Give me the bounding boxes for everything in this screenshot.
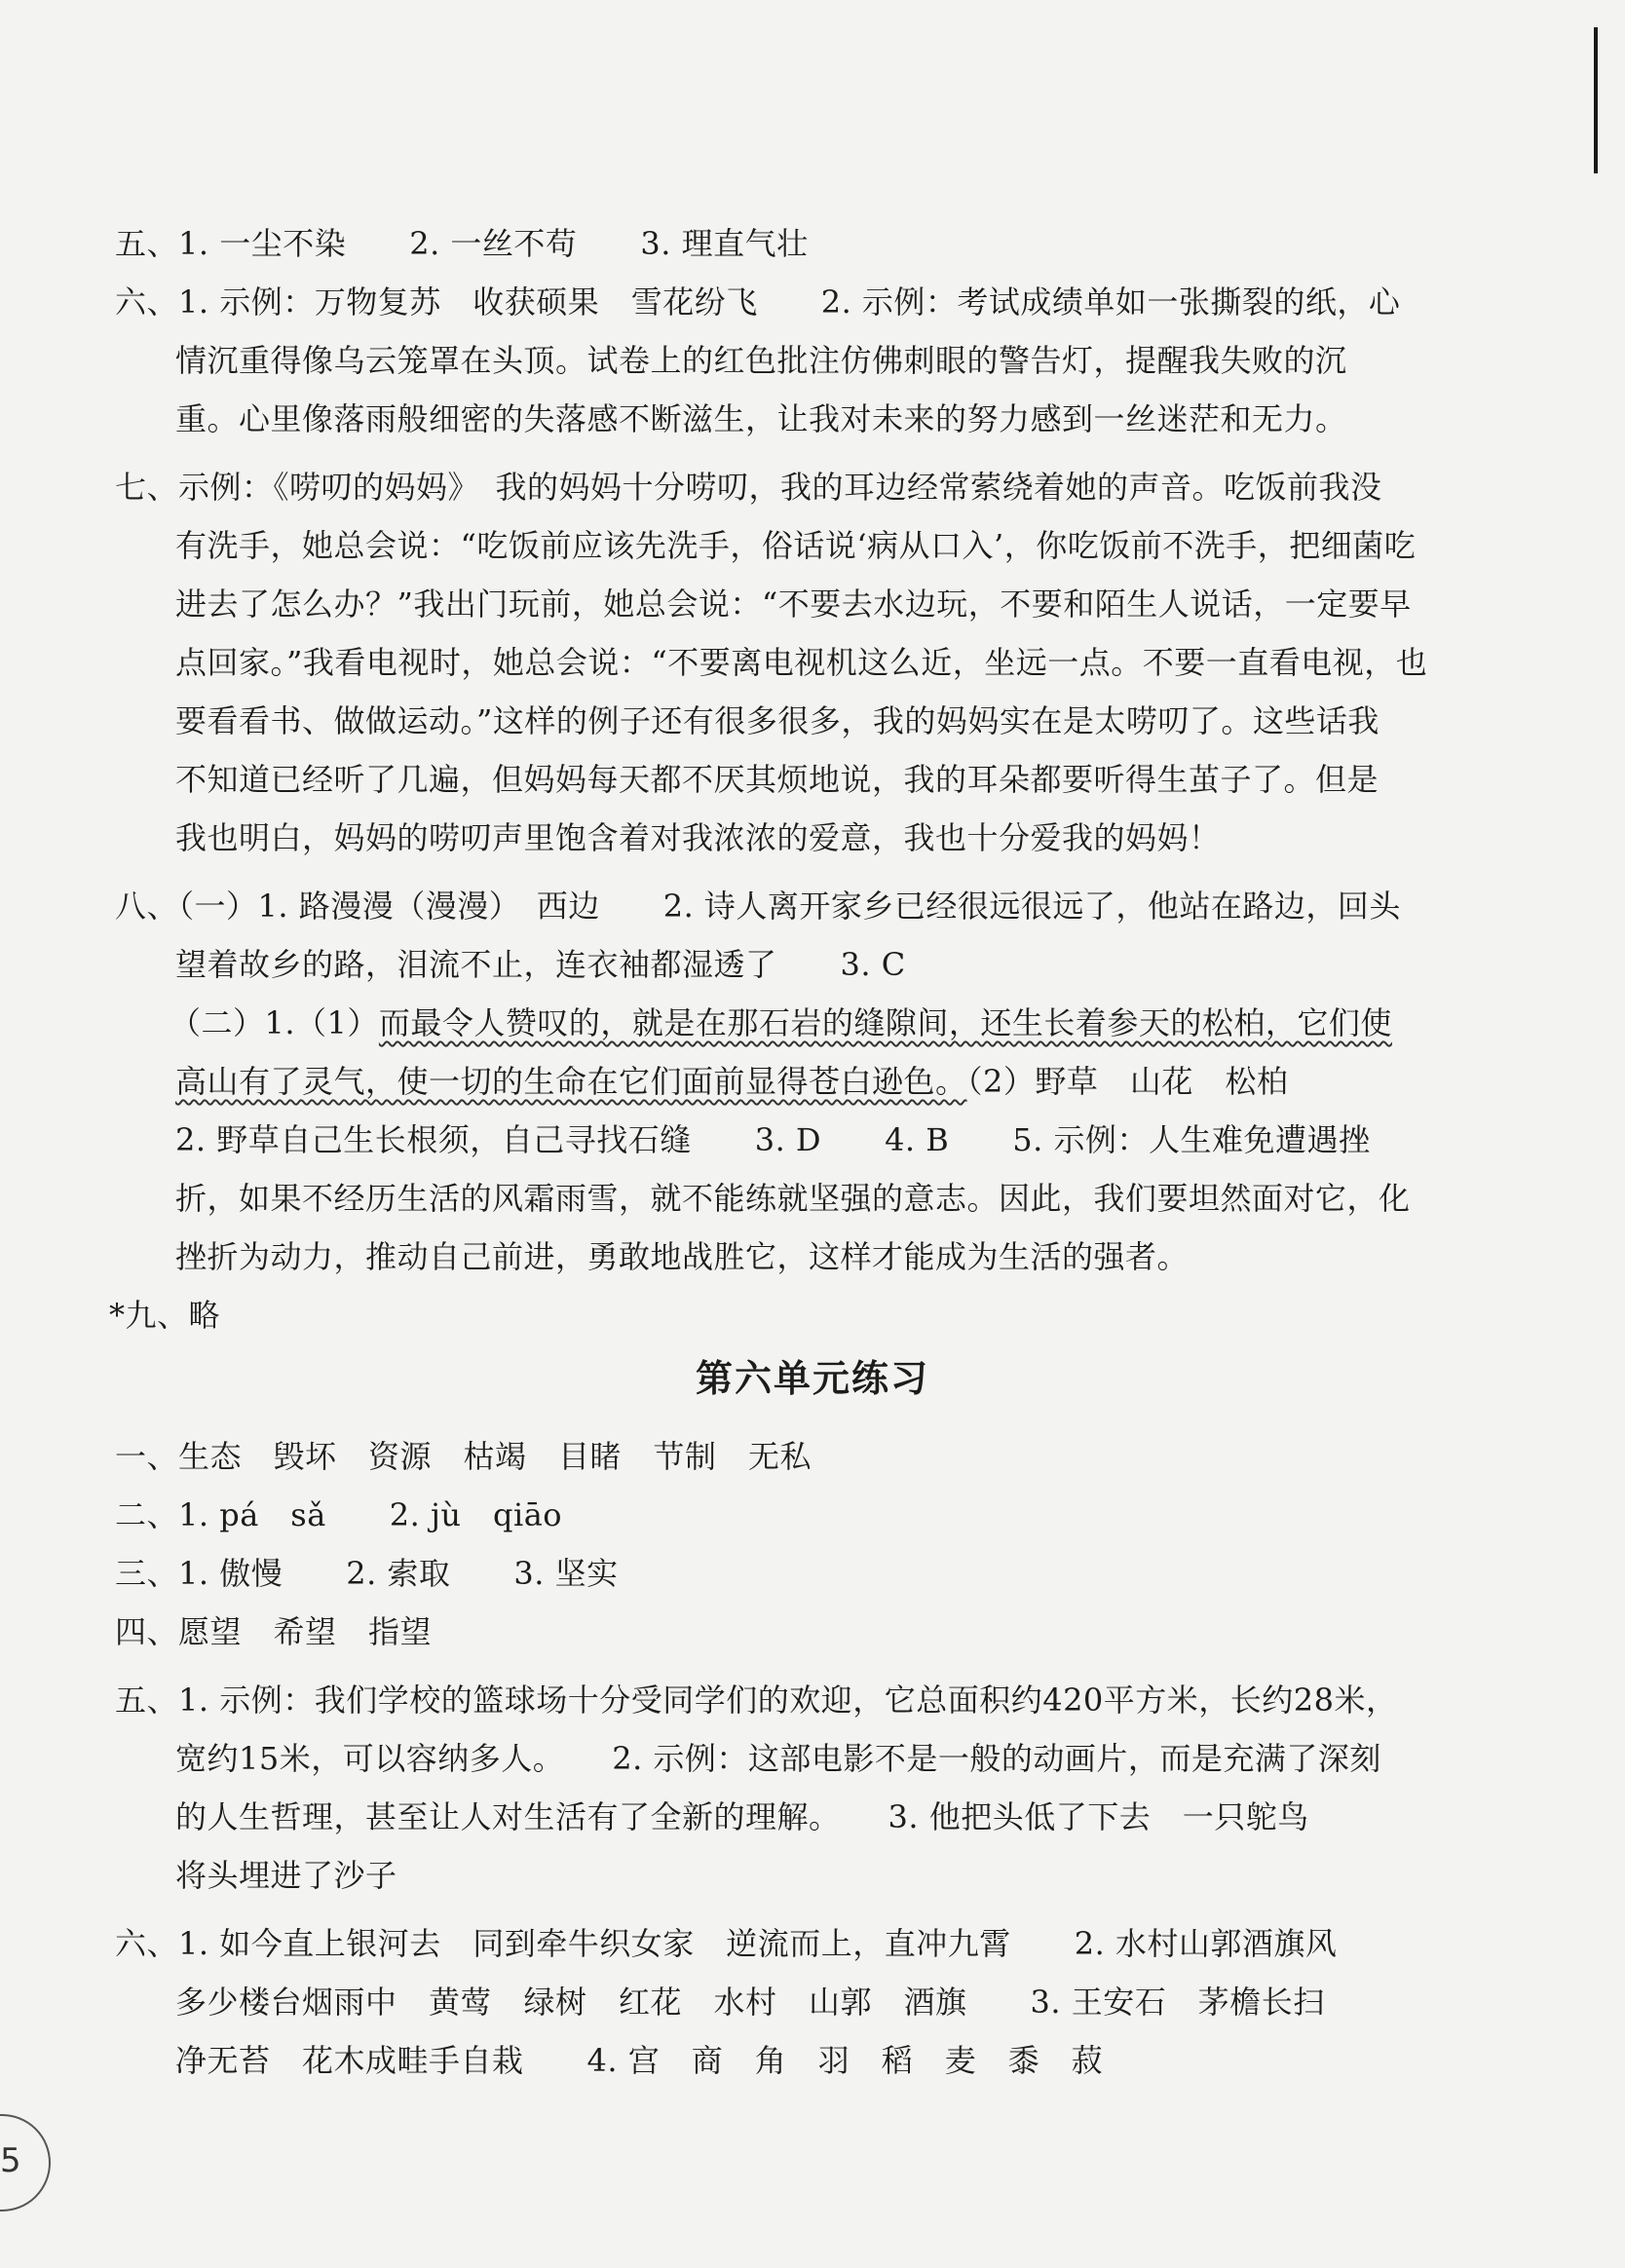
wavy-underlined-sentence-1: 而最令人赞叹的，就是在那石岩的缝隙间，还生长着参天的松柏，它们使: [378, 1004, 1392, 1041]
binding-edge-line: [1594, 27, 1598, 173]
unit6-answer-one: 一、生态 毁坏 资源 枯竭 目睹 节制 无私: [115, 1438, 812, 1475]
answer-six-1: 六、1. 示例：万物复苏 收获硕果 雪花纷飞 2. 示例：考试成绩单如一张撕裂的纸，心: [115, 284, 1401, 321]
answer-eight-1: 八、（一）1. 路漫漫（漫漫） 西边 2. 诗人离开家乡已经很远很远了，他站在路边，回头: [115, 888, 1401, 925]
answer-seven-4: 点回家。”我看电视时，她总会说：“不要离电视机这么近，坐远一点。不要一直看电视，也: [175, 644, 1428, 681]
answer-eight-2: 望着故乡的路，泪流不止，连衣袖都湿透了 3. C: [175, 946, 906, 983]
answer-seven-1: 七、示例：《唠叨的妈妈》 我的妈妈十分唠叨，我的耳边经常萦绕着她的声音。吃饭前我没: [115, 469, 1382, 506]
answer-eight-part2-5: 挫折为动力，推动自己前进，勇敢地战胜它，这样才能成为生活的强者。: [175, 1238, 1190, 1275]
unit6-answer-four: 四、愿望 希望 指望: [115, 1613, 433, 1650]
unit6-answer-five-4: 将头埋进了沙子: [175, 1857, 397, 1894]
wavy-underlined-sentence-2: 高山有了灵气，使一切的生命在它们面前显得苍白逊色。: [175, 1063, 967, 1100]
answer-eight-part2-3: 2. 野草自己生长根须，自己寻找石缝 3. D 4. B 5. 示例：人生难免遭遇挫: [175, 1121, 1371, 1158]
unit6-answer-six-1: 六、1. 如今直上银河去 同到牵牛织女家 逆流而上，直冲九霄 2. 水村山郭酒旗风: [115, 1925, 1338, 1962]
unit6-answer-three: 三、1. 傲慢 2. 索取 3. 坚实: [115, 1555, 619, 1592]
answer-eight-part2-2: [175, 1062, 1288, 1101]
unit6-answer-six-3: 净无苔 花木成畦手自栽 4. 宫 商 角 羽 稻 麦 黍 菽: [175, 2042, 1104, 2079]
answer-seven-5: 要看看书、做做运动。”这样的例子还有很多很多，我的妈妈实在是太唠叨了。这些话我: [175, 702, 1379, 739]
answer-six-3: 重。心里像落雨般细密的失落感不断滋生，让我对未来的努力感到一丝迷茫和无力。: [175, 400, 1347, 437]
answer-six-2: 情沉重得像乌云笼罩在头顶。试卷上的红色批注仿佛刺眼的警告灯，提醒我失败的沉: [175, 342, 1347, 379]
unit6-answer-two: 二、1. pá sǎ 2. jù qiāo: [115, 1496, 563, 1533]
answer-nine: *九、略: [109, 1297, 221, 1334]
page-number: 5: [0, 2141, 21, 2180]
answer-eight-part2-keywords: （2）野草 山花 松柏: [966, 1063, 1289, 1100]
section-heading: 第六单元练习: [695, 1357, 929, 1400]
answer-five: 五、1. 一尘不染 2. 一丝不苟 3. 理直气壮: [115, 225, 809, 262]
unit6-answer-five-1: 五、1. 示例：我们学校的篮球场十分受同学们的欢迎，它总面积约420平方米，长约28米，: [115, 1682, 1398, 1719]
answer-seven-3: 进去了怎么办？”我出门玩前，她总会说：“不要去水边玩，不要和陌生人说话，一定要早: [175, 586, 1412, 623]
answer-seven-6: 不知道已经听了几遍，但妈妈每天都不厌其烦地说，我的耳朵都要听得生茧子了。但是: [175, 761, 1379, 798]
answer-eight-part2-4: 折，如果不经历生活的风霜雨雪，就不能练就坚强的意志。因此，我们要坦然面对它，化: [175, 1180, 1411, 1217]
answer-eight-part2-label: （二）1.（1）: [170, 1004, 379, 1041]
answer-eight-part2-1: [170, 1003, 1392, 1042]
unit6-answer-six-2: 多少楼台烟雨中 黄莺 绿树 红花 水村 山郭 酒旗 3. 王安石 茅檐长扫: [175, 1984, 1325, 2021]
unit6-answer-five-3: 的人生哲理，甚至让人对生活有了全新的理解。 3. 他把头低了下去 一只鸵鸟: [175, 1798, 1309, 1835]
answer-seven-7: 我也明白，妈妈的唠叨声里饱含着对我浓浓的爱意，我也十分爱我的妈妈！: [175, 819, 1221, 856]
answer-seven-2: 有洗手，她总会说：“吃饭前应该先洗手，俗话说‘病从口入’，你吃饭前不洗手，把细菌吃: [175, 527, 1417, 564]
unit6-answer-five-2: 宽约15米，可以容纳多人。 2. 示例：这部电影不是一般的动画片，而是充满了深刻: [175, 1740, 1381, 1777]
